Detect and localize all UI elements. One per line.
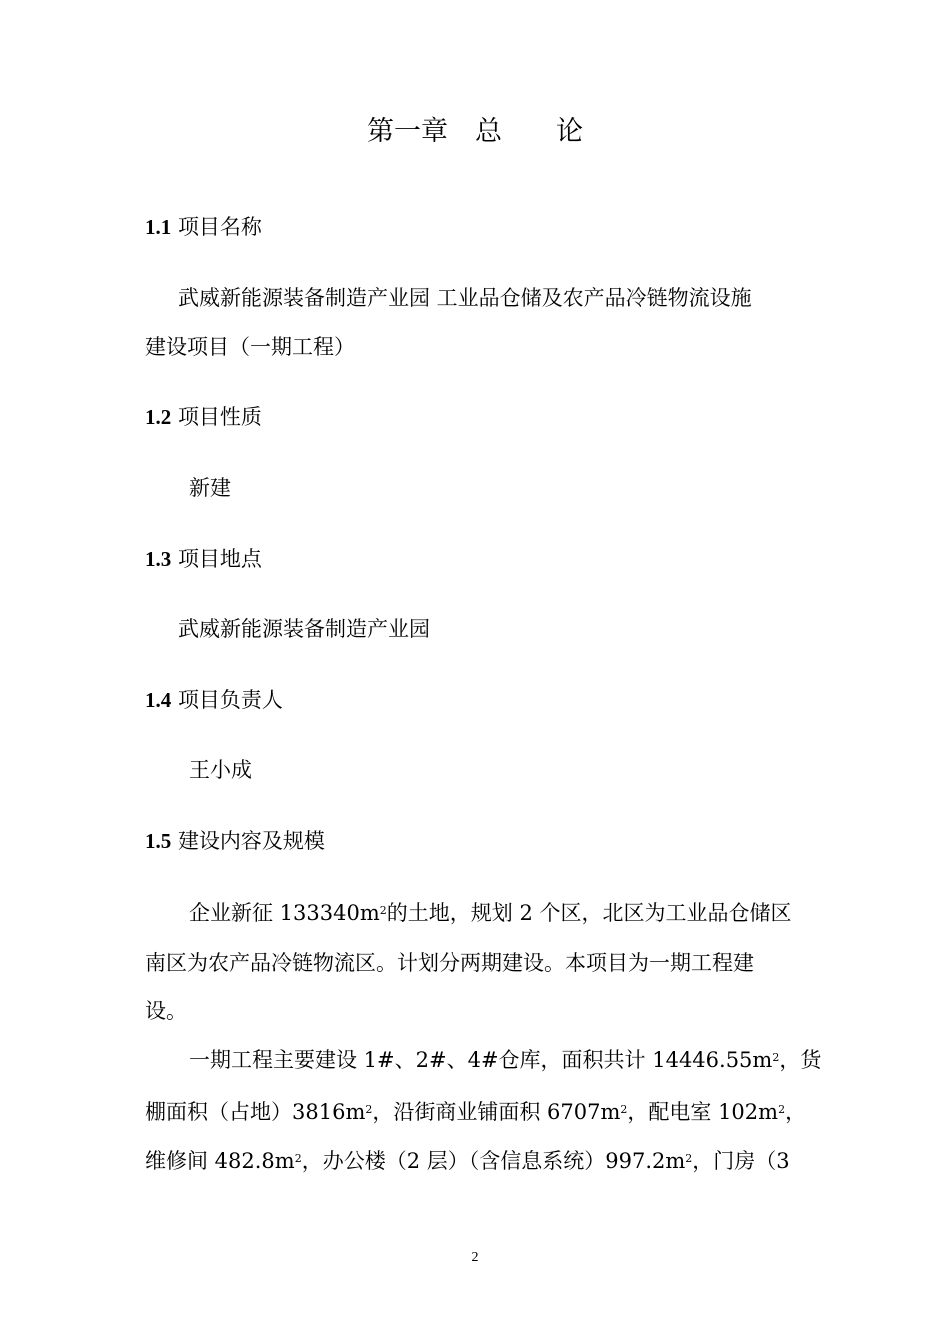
page-number: 2 xyxy=(471,1250,479,1265)
scale-paragraph-1-line-3: 设。 xyxy=(145,999,187,1023)
section-title: 项目性质 xyxy=(177,405,262,429)
section-heading-1-5 xyxy=(145,826,325,856)
section-number: 1.2 xyxy=(145,405,172,429)
section-heading-1-2 xyxy=(145,402,262,432)
project-leader: 王小成 xyxy=(189,758,252,782)
section-number: 1.1 xyxy=(145,215,172,239)
section-title: 项目地点 xyxy=(177,547,262,571)
scale-paragraph-1-line-2: 南区为农产品冷链物流区。计划分两期建设。本项目为一期工程建 xyxy=(145,951,754,975)
scale-paragraph-2-line-3: 维修间 $482.8m^2$，办公楼（2 层）（含信息系统）$997.2m^2$，门房（3 xyxy=(145,1149,790,1173)
scale-paragraph-2-line-2: 棚面积（占地）$3816m^2$，沿街商业铺面积 $6707m^2$，配电室 $102m^2$， xyxy=(145,1100,807,1124)
project-name-line-1: 武威新能源装备制造产业园 工业品仓储及农产品冷链物流设施 xyxy=(178,286,752,310)
chapter-title: 第一章 总 论 xyxy=(367,116,583,147)
section-title: 项目名称 xyxy=(177,215,262,239)
project-name-line-2: 建设项目（一期工程） xyxy=(145,335,355,359)
section-number: 1.3 xyxy=(145,547,172,571)
section-title: 项目负责人 xyxy=(177,688,283,712)
section-number: 1.5 xyxy=(145,829,172,853)
section-heading-1-4 xyxy=(145,685,283,715)
scale-paragraph-1-line-1: 企业新征 $133340m^2$的土地，规划 2 个区，北区为工业品仓储区 xyxy=(189,901,792,925)
section-heading-1-1 xyxy=(145,212,262,242)
section-heading-1-3 xyxy=(145,544,262,574)
project-location: 武威新能源装备制造产业园 xyxy=(178,617,430,641)
scale-paragraph-2-line-1: 一期工程主要建设 1#、2#、4#仓库，面积共计 $14446.55m^2$，货 xyxy=(189,1048,822,1072)
project-nature: 新建 xyxy=(189,476,231,500)
section-title: 建设内容及规模 xyxy=(177,829,325,853)
section-number: 1.4 xyxy=(145,688,172,712)
